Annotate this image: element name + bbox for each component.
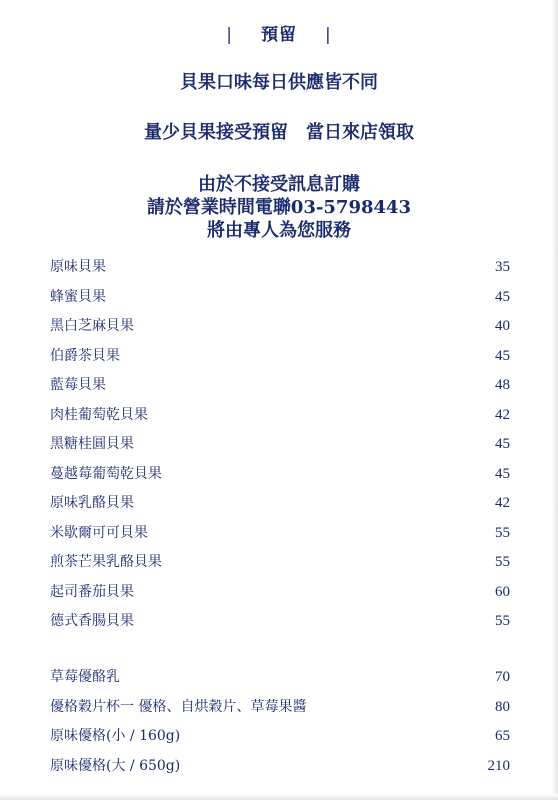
- list-item: [50, 519, 510, 549]
- item-price: 60: [495, 583, 510, 600]
- item-name: 原味優格(小 / 160g): [50, 728, 181, 744]
- item-price: 55: [495, 524, 510, 541]
- list-item: [50, 607, 510, 637]
- list-item: [50, 752, 510, 782]
- item-name: 藍莓貝果: [50, 377, 106, 393]
- list-item: [50, 548, 510, 578]
- intro-line-no-messages: 由於不接受訊息訂購: [198, 174, 360, 195]
- item-price: 35: [495, 259, 510, 275]
- title-bar-left: |: [226, 25, 233, 45]
- item-name: 蔓越莓葡萄乾貝果: [50, 465, 162, 482]
- list-item: [50, 578, 510, 608]
- page-title: [0, 20, 558, 45]
- intro-line-phone: 請於營業時間電聯03-5798443: [146, 197, 412, 218]
- item-price: 80: [495, 698, 510, 715]
- item-name: 煎茶芒果乳酪貝果: [50, 554, 162, 570]
- item-price: 70: [495, 669, 510, 685]
- item-price: 45: [495, 436, 510, 452]
- list-item: [50, 342, 510, 372]
- item-name: 米歇爾可可貝果: [50, 524, 148, 541]
- page-edge-bottom: [0, 794, 558, 800]
- list-item: [50, 489, 510, 519]
- item-name: 蜂蜜貝果: [50, 288, 106, 305]
- item-name: 德式香腸貝果: [50, 613, 134, 629]
- item-price: 65: [495, 728, 510, 744]
- item-price: 45: [495, 347, 510, 364]
- item-price: 42: [495, 406, 510, 423]
- item-name: 伯爵茶貝果: [50, 347, 120, 364]
- item-name: 優格穀片杯一 優格、自烘穀片、草莓果醬: [50, 698, 307, 715]
- item-price: 45: [495, 465, 510, 482]
- intro-line-reservation: 量少貝果接受預留 當日來店領取: [144, 122, 414, 143]
- yogurt-list: [50, 663, 510, 781]
- item-price: 40: [495, 318, 510, 334]
- list-item: [50, 401, 510, 431]
- list-item: [50, 283, 510, 313]
- list-item: [50, 722, 510, 752]
- item-price: 42: [495, 495, 510, 511]
- item-name: 原味貝果: [50, 259, 106, 275]
- page-edge-right: [552, 0, 558, 800]
- item-name: 草莓優酪乳: [50, 669, 120, 685]
- item-price: 55: [495, 554, 510, 570]
- item-price: 210: [487, 757, 510, 774]
- list-item: [50, 460, 510, 490]
- item-name: 肉桂葡萄乾貝果: [50, 406, 148, 423]
- item-name: 起司番茄貝果: [50, 583, 134, 600]
- title-bar-right: |: [325, 25, 332, 45]
- bagel-list: [50, 253, 510, 637]
- list-item: [50, 312, 510, 342]
- list-item: [50, 693, 510, 723]
- title-text: 預留: [261, 25, 297, 45]
- list-item: [50, 663, 510, 693]
- item-price: 55: [495, 613, 510, 629]
- intro-line-service: 將由專人為您服務: [207, 220, 351, 241]
- item-name: 黑糖桂圓貝果: [50, 436, 134, 452]
- list-item: [50, 371, 510, 401]
- item-name: 原味乳酪貝果: [50, 495, 134, 511]
- item-name: 黑白芝麻貝果: [50, 318, 134, 334]
- list-item: [50, 253, 510, 283]
- item-name: 原味優格(大 / 650g): [50, 757, 181, 774]
- list-item: [50, 430, 510, 460]
- item-price: 45: [495, 288, 510, 305]
- item-price: 48: [495, 377, 510, 393]
- intro-line-flavors: 貝果口味每日供應皆不同: [180, 72, 378, 93]
